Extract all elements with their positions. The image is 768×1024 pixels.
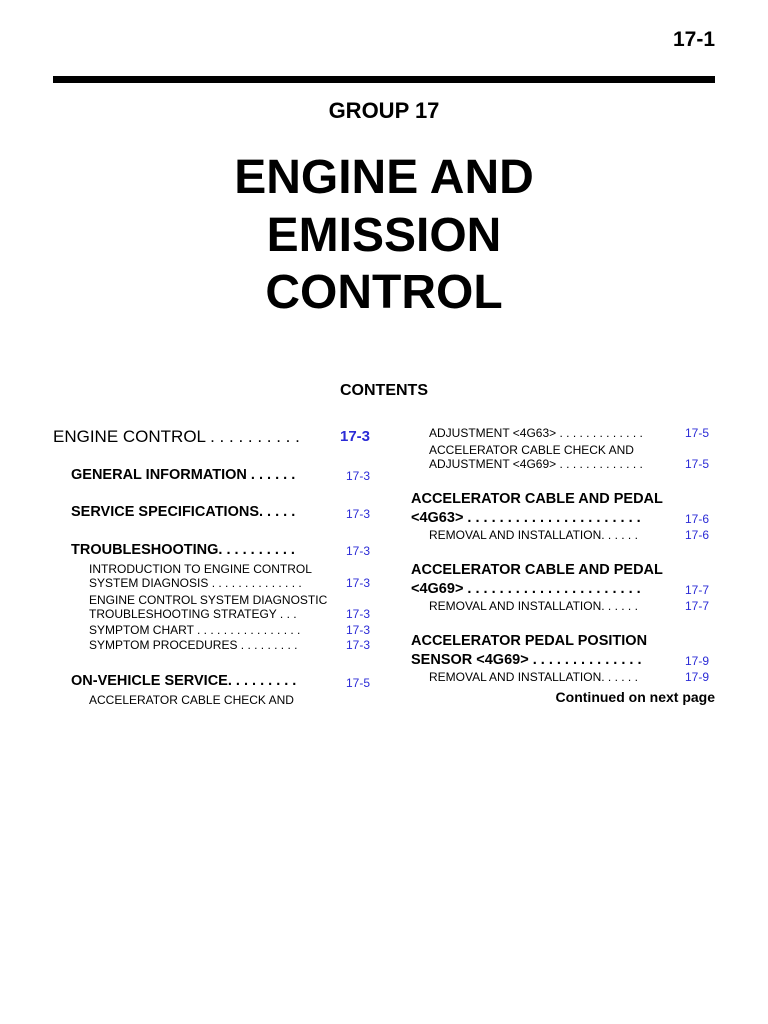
toc-symptom-procedures[interactable]: SYMPTOM PROCEDURES . . . . . . . . . (89, 638, 298, 652)
title-line-2: EMISSION (266, 209, 502, 262)
toc-strategy-line-2[interactable]: TROUBLESHOOTING STRATEGY . . . (89, 607, 297, 621)
toc-adjustment-4g63[interactable]: ADJUSTMENT <4G63> . . . . . . . . . . . . . (429, 426, 643, 440)
title-line-1: ENGINE AND (234, 151, 534, 204)
toc-symptom-chart-page[interactable]: 17-3 (346, 623, 371, 637)
contents-label: CONTENTS (340, 382, 428, 399)
top-rule (53, 76, 715, 83)
toc-pedal-sensor-line-2[interactable]: SENSOR <4G69> . . . . . . . . . . . . . . (411, 652, 642, 668)
toc-strategy-line-1[interactable]: ENGINE CONTROL SYSTEM DIAGNOSTIC (89, 593, 328, 607)
toc-pedal-sensor-line-1[interactable]: ACCELERATOR PEDAL POSITION (411, 633, 648, 649)
toc-on-vehicle-service[interactable]: ON-VEHICLE SERVICE. . . . . . . . . (71, 673, 297, 689)
toc-removal-1[interactable]: REMOVAL AND INSTALLATION. . . . . . (429, 528, 638, 542)
toc-cable-pedal-4g63-line-1[interactable]: ACCELERATOR CABLE AND PEDAL (411, 491, 663, 507)
toc-service-specifications[interactable]: SERVICE SPECIFICATIONS. . . . . (71, 504, 296, 520)
toc-symptom-procedures-page[interactable]: 17-3 (346, 638, 371, 652)
toc-cable-pedal-4g63-line-2[interactable]: <4G63> . . . . . . . . . . . . . . . . . . . . . . (411, 510, 641, 526)
toc-on-vehicle-service-page[interactable]: 17-5 (346, 676, 371, 690)
toc-cable-check-4g69-page[interactable]: 17-5 (685, 457, 710, 471)
toc-pedal-sensor-page[interactable]: 17-9 (685, 654, 710, 668)
toc-cable-pedal-4g63-page[interactable]: 17-6 (685, 512, 710, 526)
toc-cable-pedal-4g69-line-1[interactable]: ACCELERATOR CABLE AND PEDAL (411, 562, 663, 578)
toc-intro-line-1[interactable]: INTRODUCTION TO ENGINE CONTROL (89, 562, 312, 576)
toc-troubleshooting-page[interactable]: 17-3 (346, 544, 371, 558)
group-label: GROUP 17 (328, 98, 440, 123)
page-number: 17-1 (672, 28, 715, 51)
continued-label: Continued on next page (555, 689, 715, 705)
toc-service-specifications-page[interactable]: 17-3 (346, 507, 371, 521)
toc-removal-3[interactable]: REMOVAL AND INSTALLATION. . . . . . (429, 670, 638, 684)
toc-general-information[interactable]: GENERAL INFORMATION . . . . . . (71, 467, 296, 483)
toc-cable-pedal-4g69-page[interactable]: 17-7 (685, 583, 710, 597)
toc-removal-2[interactable]: REMOVAL AND INSTALLATION. . . . . . (429, 599, 638, 613)
title-line-3: CONTROL (265, 266, 503, 319)
toc-general-information-page[interactable]: 17-3 (346, 469, 371, 483)
toc-strategy-page[interactable]: 17-3 (346, 607, 371, 621)
toc-symptom-chart[interactable]: SYMPTOM CHART . . . . . . . . . . . . . . . . (89, 623, 301, 637)
toc-intro-line-2[interactable]: SYSTEM DIAGNOSIS . . . . . . . . . . . . . . (89, 576, 302, 590)
toc-cable-check-line-1[interactable]: ACCELERATOR CABLE CHECK AND (89, 693, 294, 707)
toc-cable-check-4g69-line-2[interactable]: ADJUSTMENT <4G69> . . . . . . . . . . . . . (429, 457, 643, 471)
toc-engine-control[interactable]: ENGINE CONTROL . . . . . . . . . . (53, 427, 300, 446)
toc-cable-pedal-4g69-line-2[interactable]: <4G69> . . . . . . . . . . . . . . . . . . . . . . (411, 581, 641, 597)
toc-removal-1-page[interactable]: 17-6 (685, 528, 710, 542)
toc-adjustment-4g63-page[interactable]: 17-5 (685, 426, 710, 440)
toc-cable-check-4g69-line-1[interactable]: ACCELERATOR CABLE CHECK AND (429, 443, 634, 457)
toc-removal-3-page[interactable]: 17-9 (685, 670, 710, 684)
toc-troubleshooting[interactable]: TROUBLESHOOTING. . . . . . . . . . (71, 542, 295, 558)
toc-intro-page[interactable]: 17-3 (346, 576, 371, 590)
toc-removal-2-page[interactable]: 17-7 (685, 599, 710, 613)
toc-engine-control-page[interactable]: 17-3 (340, 428, 371, 445)
